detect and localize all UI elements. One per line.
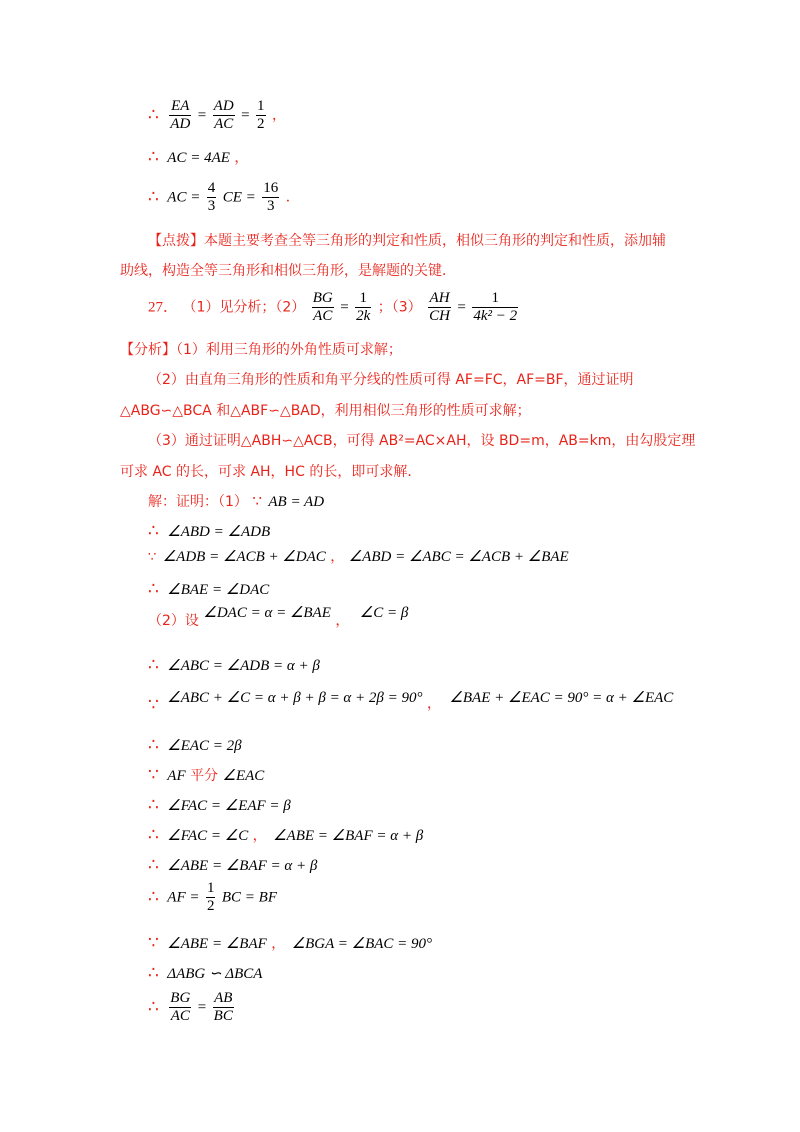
- math-expression: ∠FAC = ∠C: [167, 828, 249, 844]
- math-expression: ∠EAC = 2β: [167, 738, 242, 754]
- numerator: 1: [355, 290, 371, 308]
- bisects-text: 平分: [190, 768, 219, 784]
- denominator: 2: [206, 898, 215, 914]
- math-expression: CE =: [222, 189, 256, 206]
- therefore-symbol: ∴: [148, 104, 159, 125]
- solution-line-15: ∴ $\frac{BG}{AC}$ = $\frac{AB}{BC}$: [148, 990, 233, 1024]
- answer-text: （1）见分析；（2）: [182, 299, 306, 316]
- math-expression: ∠ABE = ∠BAF = α + β: [273, 828, 424, 844]
- analysis-line-4: （3）通过证明△ABH∽△ACB，可得 AB²=AC×AH，设 BD=m，AB=km，由勾股定理: [148, 433, 696, 449]
- because-symbol: ∵: [148, 695, 159, 715]
- numerator: EA: [171, 98, 190, 114]
- solution-line-11: [148, 856, 317, 875]
- math-expression: AC = 4AE: [167, 150, 230, 166]
- numerator: 1: [472, 290, 518, 308]
- denominator: AD: [170, 116, 191, 132]
- fraction-ea-ad: [169, 98, 191, 133]
- punct: ，: [234, 150, 249, 166]
- math-expression: ∠ABE = ∠BAF = α + β: [167, 858, 318, 874]
- eq-ratio-line: ∴ $\frac{EA}{AD}$ = $\frac{AD}{AC}$ = $\frac{1}{2}$ ，: [148, 98, 286, 132]
- therefore-symbol: ∴: [148, 795, 159, 815]
- punct: ，: [271, 107, 286, 124]
- therefore-symbol: ∴: [148, 825, 159, 845]
- fraction-bg-ac: [312, 290, 334, 325]
- solution-label: （2）设: [148, 613, 199, 629]
- solution-label: 解：证明：（1）: [148, 494, 248, 510]
- math-expression: ∠ADB = ∠ACB + ∠DAC: [162, 549, 326, 565]
- because-symbol: ∵: [148, 765, 159, 785]
- math-expression: AF =: [167, 889, 200, 906]
- solution-line-5: [148, 656, 320, 675]
- math-expression: ∠DAC = α = ∠BAE: [203, 605, 331, 621]
- answer-line-27: [148, 290, 520, 325]
- math-expression: ∠ABE = ∠BAF: [167, 936, 267, 952]
- therefore-symbol: ∴: [148, 735, 159, 755]
- fraction-bg-ac: [169, 990, 191, 1025]
- math-expression: ΔABG ∽ ΔBCA: [167, 966, 263, 982]
- numerator: 1: [257, 98, 265, 114]
- math-expression: BC = BF: [221, 889, 278, 906]
- math-expression: ∠ABC + ∠C = α + β + β = α + 2β = 90°: [167, 690, 423, 706]
- therefore-symbol: ∴: [148, 886, 159, 907]
- solution-line-7: [148, 736, 242, 755]
- numerator: BG: [170, 990, 191, 1006]
- solution-line-14: [148, 964, 262, 983]
- solution-line-4: （2）设 ∠DAC = α = ∠BAE ， ∠C = β: [148, 605, 409, 629]
- fraction-16-3: [262, 180, 279, 215]
- equals-sign: =: [340, 299, 349, 316]
- fraction-1-2k: [355, 290, 371, 325]
- because-symbol: ∵: [252, 492, 262, 510]
- math-expression: ∠FAC = ∠EAF = β: [167, 798, 291, 814]
- solution-line-8: [148, 766, 264, 785]
- solution-line-0: [148, 492, 324, 511]
- math-expression: ∠EAC: [222, 768, 265, 784]
- therefore-symbol: ∴: [148, 996, 159, 1017]
- eq-ac-ce-line: [148, 180, 300, 215]
- analysis-line-5: 可求 AC 的长，可求 AH，HC 的长，即可求解．: [120, 464, 422, 480]
- math-expression: ∠ABC = ∠ADB = α + β: [167, 658, 320, 674]
- therefore-symbol: ∴: [148, 147, 159, 167]
- because-symbol: ∵: [148, 550, 157, 565]
- because-symbol: ∵: [148, 933, 159, 953]
- analysis-line-1: 【分析】（1）利用三角形的外角性质可求解；: [120, 342, 402, 358]
- solution-line-3: [148, 580, 269, 599]
- math-expression: AB = AD: [268, 494, 325, 510]
- therefore-symbol: ∴: [148, 963, 159, 983]
- therefore-symbol: ∴: [148, 855, 159, 875]
- denominator: 2: [257, 116, 265, 132]
- tip-line-2: 助线，构造全等三角形和相似三角形，是解题的关键．: [120, 263, 456, 279]
- solution-line-2: ∵ ∠ADB = ∠ACB + ∠DAC ， ∠ABD = ∠ABC = ∠ACB + ∠BAE: [148, 549, 569, 565]
- fraction-half: [206, 880, 216, 915]
- analysis-line-3: △ABG∽△BCA 和△ABF∽△BAD，利用相似三角形的性质可求解；: [120, 403, 531, 419]
- numerator: 1: [206, 880, 215, 896]
- math-expression: AF: [167, 768, 186, 784]
- therefore-symbol: ∴: [148, 521, 159, 541]
- math-expression: ∠BAE + ∠EAC = 90° = α + ∠EAC: [449, 690, 674, 706]
- therefore-symbol: ∴: [148, 655, 159, 675]
- solution-line-6: ∵ ∠ABC + ∠C = α + β + β = α + 2β = 90° ， ∠BAE + ∠EAC = 90° = α + ∠EAC: [148, 690, 674, 715]
- question-number: 27．: [148, 299, 179, 316]
- solution-line-10: ∴ ∠FAC = ∠C ， ∠ABE = ∠BAF = α + β: [148, 825, 424, 845]
- numerator: 16: [263, 180, 279, 196]
- eq-ac-4ae-line: [148, 148, 248, 167]
- solution-line-1: [148, 522, 270, 541]
- math-expression: ∠C = β: [359, 605, 409, 621]
- denominator: 3: [266, 198, 275, 214]
- numerator: AB: [214, 990, 233, 1006]
- answer-text: ；（3）: [377, 299, 422, 316]
- fraction-ad-ac: [213, 98, 235, 133]
- numerator: AD: [213, 98, 234, 114]
- punct: ．: [285, 189, 300, 206]
- denominator: CH: [429, 308, 450, 324]
- denominator: AC: [313, 308, 333, 324]
- denominator: BC: [213, 1008, 233, 1024]
- solution-line-9: [148, 796, 291, 815]
- denominator: 2k: [356, 308, 371, 324]
- fraction-half: [256, 98, 266, 133]
- therefore-symbol: ∴: [148, 579, 159, 599]
- solution-line-13: ∵ ∠ABE = ∠BAF ， ∠BGA = ∠BAC = 90°: [148, 933, 433, 953]
- denominator: 4k² − 2: [473, 308, 518, 324]
- math-expression: ∠ABD = ∠ADB: [167, 524, 271, 540]
- math-expression: ∠BAE = ∠DAC: [167, 582, 270, 598]
- numerator: AH: [429, 290, 450, 306]
- equals-sign: =: [457, 299, 466, 316]
- fraction-ah-ch: [428, 290, 451, 325]
- math-expression: ∠ABD = ∠ABC = ∠ACB + ∠BAE: [348, 549, 569, 565]
- denominator: AC: [214, 116, 234, 132]
- tip-line-1: 【点拨】本题主要考查全等三角形的判定和性质，相似三角形的判定和性质，添加辅: [148, 233, 666, 249]
- fraction-4-3: [207, 180, 217, 215]
- math-expression: AC =: [167, 189, 201, 206]
- fraction-ab-bc: [213, 990, 234, 1025]
- math-expression: ∠BGA = ∠BAC = 90°: [291, 936, 433, 952]
- numerator: BG: [312, 290, 333, 306]
- therefore-symbol: ∴: [148, 186, 159, 207]
- solution-line-12: [148, 880, 277, 915]
- denominator: AC: [170, 1008, 190, 1024]
- denominator: 3: [207, 198, 216, 214]
- fraction-1-4k2-2: [472, 290, 518, 325]
- numerator: 4: [207, 180, 216, 196]
- analysis-line-2: （2）由直角三角形的性质和角平分线的性质可得 AF=FC，AF=BF，通过证明: [148, 372, 634, 388]
